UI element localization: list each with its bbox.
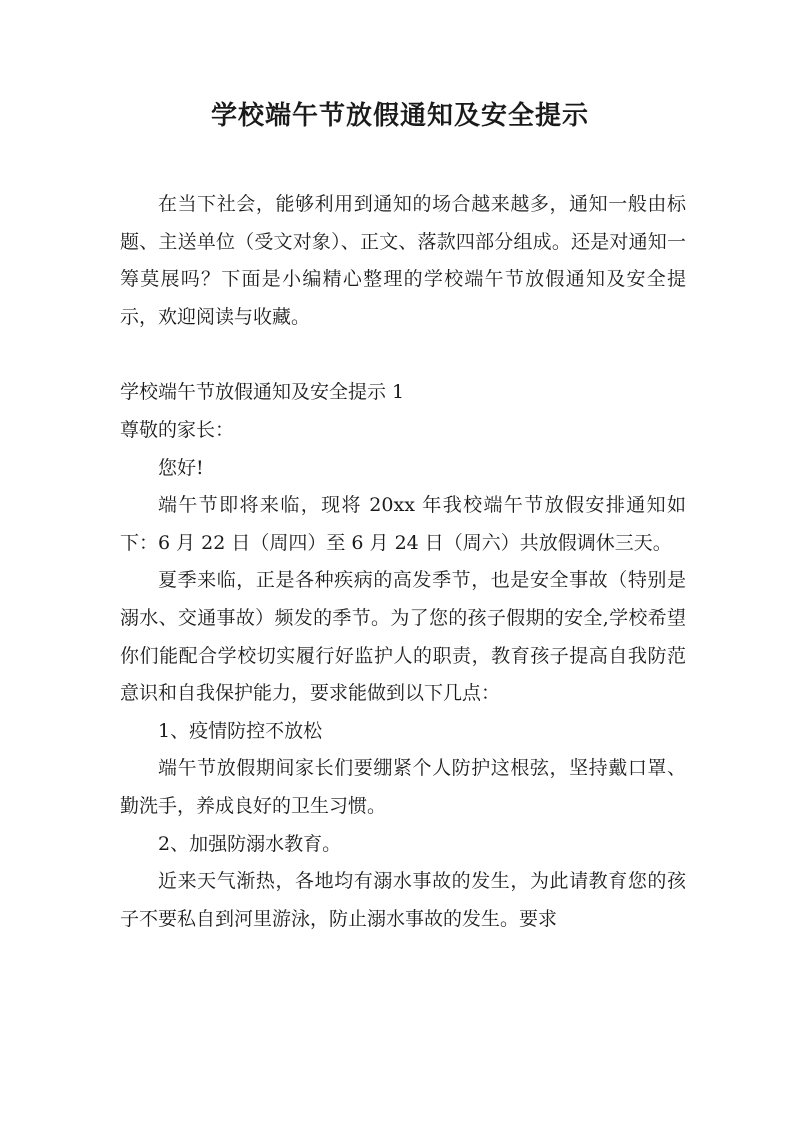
greeting: 您好! — [158, 456, 204, 479]
safety-paragraph: 夏季来临，正是各种疾病的高发季节，也是安全事故（特别是溺水、交通事故）频发的季节。为了您的孩子假期的安全,学校希望你们能配合学校切实履行好监护人的职责，教育孩子提高自我防范意识和自我保护能力，要求能做到以下几点： — [120, 569, 686, 705]
paragraph-gap — [120, 336, 686, 374]
document-body — [120, 186, 686, 938]
item-heading-1: 1、疫情防控不放松 — [158, 719, 323, 742]
salutation: 尊敬的家长： — [120, 418, 235, 441]
holiday-schedule-paragraph: 端午节即将来临，现将 20xx 年我校端午节放假安排通知如下：6 月 22 日（周四）至 6 月 24 日（周六）共放假调休三天。 — [120, 494, 686, 554]
section-heading: 学校端午节放假通知及安全提示 1 — [120, 381, 405, 404]
intro-paragraph: 在当下社会，能够利用到通知的场合越来越多，通知一般由标题、主送单位（受文对象）、正文、落款四部分组成。还是对通知一筹莫展吗？下面是小编精心整理的学校端午节放假通知及安全提示，欢迎阅读与收藏。 — [120, 193, 686, 328]
document-title: 学校端午节放假通知及安全提示 — [210, 101, 589, 131]
item-paragraph-2: 近来天气渐热，各地均有溺水事故的发生，为此请教育您的孩子不要私自到河里游泳，防止溺水事故的发生。要求 — [120, 870, 686, 930]
item-heading-2: 2、加强防溺水教育。 — [158, 832, 342, 855]
item-paragraph-1: 端午节放假期间家长们要绷紧个人防护这根弦，坚持戴口罩、勤洗手，养成良好的卫生习惯。 — [120, 757, 686, 817]
